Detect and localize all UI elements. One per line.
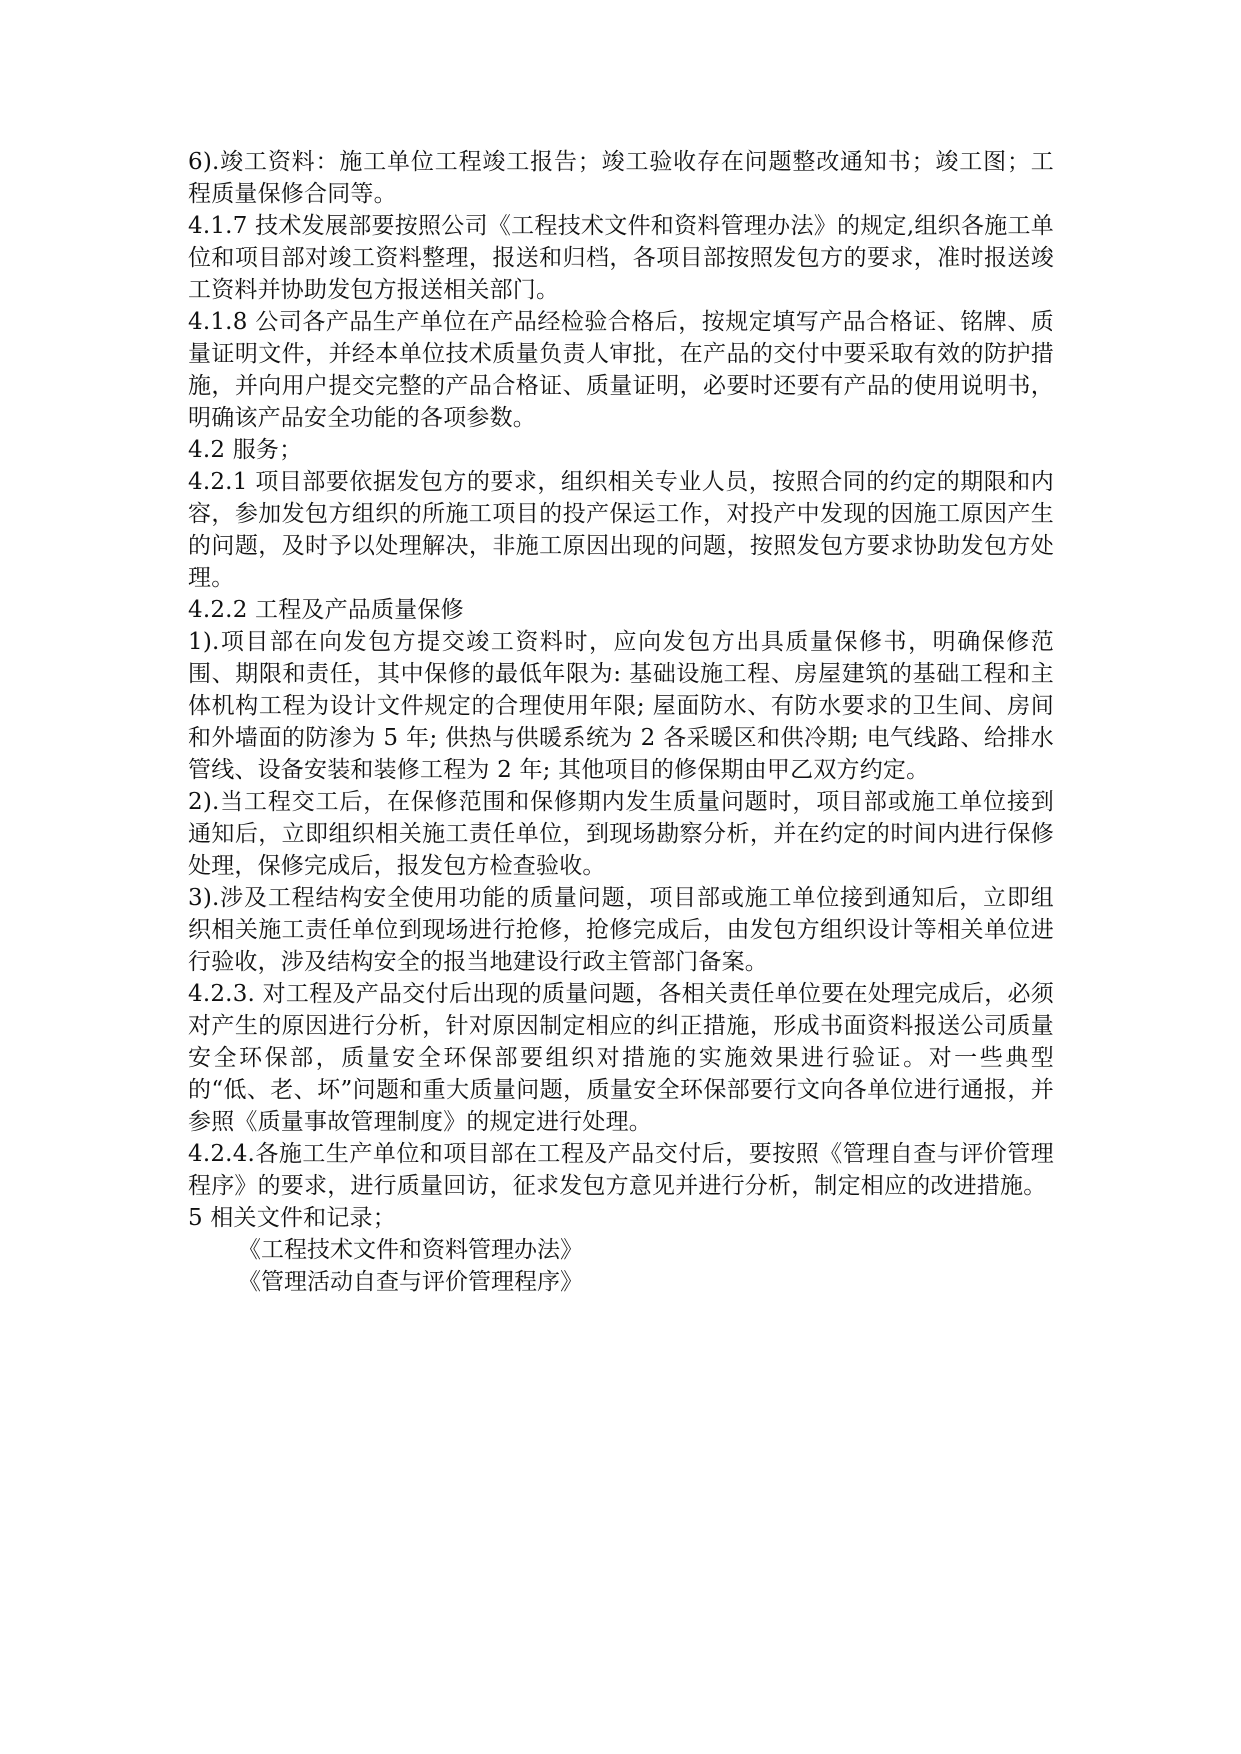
paragraph-4-2-3: 4.2.3. 对工程及产品交付后出现的质量问题，各相关责任单位要在处理完成后，必须对产生的原因进行分析，针对原因制定相应的纠正措施，形成书面资料报送公司质量安全环保部，质量安全环保部要组织对措施的实施效果进行验证。对一些典型的“低、老、坏”问题和重大质量问题，质量安全环保部要行文向各单位进行通报，并参照《质量事故管理制度》的规定进行处理。 bbox=[188, 981, 1054, 1135]
paragraph-warranty-2: 2).当工程交工后，在保修范围和保修期内发生质量问题时，项目部或施工单位接到通知后，立即组织相关施工责任单位，到现场勘察分析，并在约定的时间内进行保修处理，保修完成后，报发包方检查验收。 bbox=[188, 789, 1054, 879]
heading-4-2: 4.2 服务； bbox=[188, 437, 303, 463]
paragraph-warranty-3: 3).涉及工程结构安全使用功能的质量问题，项目部或施工单位接到通知后，立即组织相关施工责任单位到现场进行抢修，抢修完成后，由发包方组织设计等相关单位进行验收，涉及结构安全的报当地建设行政主管部门备案。 bbox=[188, 885, 1054, 975]
paragraph-4-2-4: 4.2.4.各施工生产单位和项目部在工程及产品交付后，要按照《管理自查与评价管理程序》的要求，进行质量回访，征求发包方意见并进行分析，制定相应的改进措施。 bbox=[188, 1141, 1054, 1199]
heading-4-2-2: 4.2.2 工程及产品质量保修 bbox=[188, 597, 464, 623]
heading-related-docs: 5 相关文件和记录； bbox=[188, 1205, 396, 1231]
paragraph-warranty-1: 1).项目部在向发包方提交竣工资料时，应向发包方出具质量保修书，明确保修范围、期限和责任，其中保修的最低年限为: 基础设施工程、房屋建筑的基础工程和主体机构工程为设计文件规定的合理使用年限; 屋面防水、有防水要求的卫生间、房间和外墙面的防渗为 5 年; 供热与供暖系统为 2 各采暖区和供冷期; 电气线路、给排水管线、设备安装和装修工程为 2 年; 其他项目的修保期由甲乙双方约定。 bbox=[188, 629, 1054, 783]
paragraph-completion-docs: 6).竣工资料：施工单位工程竣工报告；竣工验收存在问题整改通知书；竣工图；工程质量保修合同等。 bbox=[188, 149, 1054, 207]
paragraph-4-2-1: 4.2.1 项目部要依据发包方的要求，组织相关专业人员，按照合同的约定的期限和内容，参加发包方组织的所施工项目的投产保运工作，对投产中发现的因施工原因产生的问题，及时予以处理解决，非施工原因出现的问题，按照发包方要求协助发包方处理。 bbox=[188, 469, 1054, 591]
reference-item: 《管理活动自查与评价管理程序》 bbox=[238, 1269, 583, 1295]
document-page bbox=[188, 146, 1054, 1298]
paragraph-4-1-7: 4.1.7 技术发展部要按照公司《工程技术文件和资料管理办法》的规定,组织各施工单位和项目部对竣工资料整理，报送和归档，各项目部按照发包方的要求，准时报送竣工资料并协助发包方报送相关部门。 bbox=[188, 213, 1054, 303]
reference-item: 《工程技术文件和资料管理办法》 bbox=[238, 1237, 583, 1263]
paragraph-4-1-8: 4.1.8 公司各产品生产单位在产品经检验合格后，按规定填写产品合格证、铭牌、质量证明文件，并经本单位技术质量负责人审批，在产品的交付中要采取有效的防护措施，并向用户提交完整的产品合格证、质量证明，必要时还要有产品的使用说明书，明确该产品安全功能的各项参数。 bbox=[188, 309, 1054, 431]
